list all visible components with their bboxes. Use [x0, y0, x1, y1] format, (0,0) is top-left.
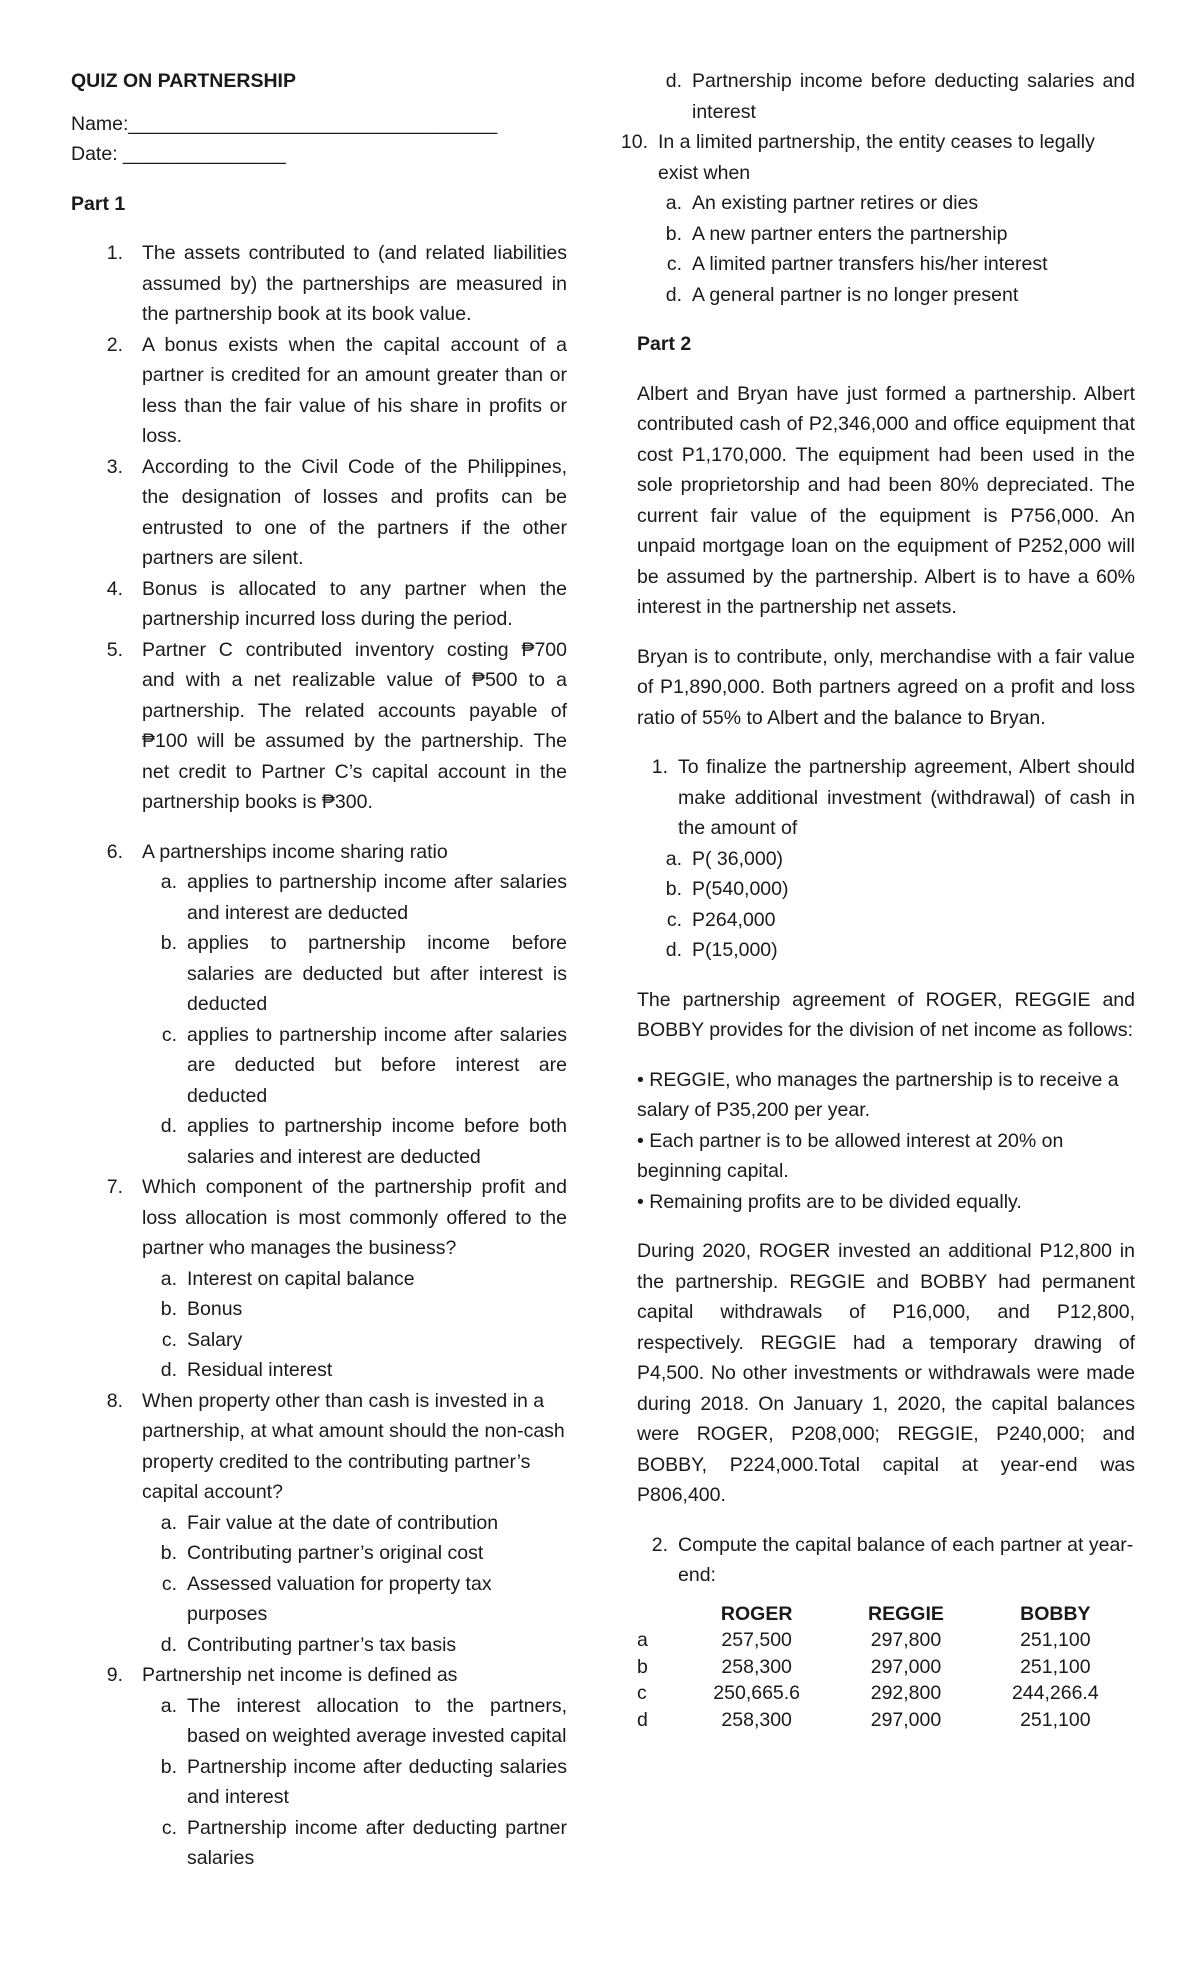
- option-letter: b.: [160, 932, 177, 954]
- option-letter: b.: [160, 1298, 177, 1320]
- option-10a: [637, 188, 1135, 219]
- option-text: Contributing partner’s tax basis: [187, 1633, 457, 1656]
- table-cell: 257,500: [721, 1629, 792, 1651]
- option-6c: [142, 1020, 567, 1112]
- table-cell: 292,800: [870, 1682, 942, 1704]
- option-text: applies to partnership income after salaries and interest are deducted: [187, 871, 567, 924]
- quiz-title: QUIZ ON PARTNERSHIP: [71, 70, 296, 92]
- spacer: [637, 1511, 1135, 1530]
- question-7: [71, 1172, 567, 1264]
- question-number: 6.: [106, 840, 123, 863]
- table-row: [637, 1707, 1135, 1734]
- question-number: 3.: [106, 455, 123, 478]
- question-number: 1.: [106, 242, 123, 264]
- option-text: applies to partnership income after salaries are deducted but before interest are deducted: [187, 1023, 567, 1107]
- option-9a: [142, 1691, 567, 1752]
- p2-option-1c: [637, 905, 1135, 936]
- question-number: 8.: [106, 1389, 123, 1412]
- option-letter: a.: [160, 1267, 177, 1290]
- option-6a: [142, 867, 567, 928]
- option-7a: [142, 1264, 567, 1295]
- option-text: Interest on capital balance: [187, 1267, 415, 1290]
- question-10: [602, 127, 1135, 188]
- question-text: Which component of the partnership profit and loss allocation is most commonly offered to the partner who manages the business?: [142, 1176, 567, 1259]
- question-2: [71, 330, 567, 452]
- question-text: Partner C contributed inventory costing ₱700 and with a net realizable value of ₱500 to a partnership. The related accounts payable of ₱100 will be assumed by the partnership. The net credit to Partner C’s capital account in the partnership books is ₱300.: [142, 638, 567, 813]
- option-text: Assessed valuation for property tax purposes: [187, 1572, 492, 1625]
- capital-balances-paragraph: During 2020, ROGER invested an additional P12,800 in the partnership. REGGIE and BOBBY had permanent capital withdrawals of P16,000, and P12,800, respectively. REGGIE had a temporary drawing of P4,500. No other investments or withdrawals were made during 2018. On January 1, 2020, the capital balances were ROGER, P208,000; REGGIE, P240,000; and BOBBY, P224,000.Total capital at year-end was P806,400.: [637, 1240, 1135, 1506]
- option-text: A limited partner transfers his/her interest: [692, 253, 1048, 275]
- question-text: Bonus is allocated to any partner when the partnership incurred loss during the period.: [142, 577, 567, 630]
- option-letter: d.: [160, 1633, 177, 1656]
- option-7d: [142, 1355, 567, 1386]
- part2-heading: Part 2: [637, 333, 692, 355]
- table-cell: 250,665.6: [713, 1682, 801, 1704]
- spacer: [637, 966, 1135, 985]
- option-text: P(540,000): [692, 878, 789, 900]
- bullet-salary: • REGGIE, who manages the partnership is to receive a salary of P35,200 per year.: [637, 1068, 1119, 1121]
- albert-bryan-paragraph: Albert and Bryan have just formed a partnership. Albert contributed cash of P2,346,000 and office equipment that cost P1,170,000. The equipment had been used in the sole proprietorship and had been 80% depreciated. The current fair value of the equipment is P756,000. An unpaid mortgage loan on the equipment of P252,000 will be assumed by the partnership. Albert is to have a 60% interest in the partnership net assets.: [637, 382, 1135, 618]
- option-letter: a.: [160, 871, 177, 893]
- question-3: [71, 452, 567, 574]
- table-row: [637, 1654, 1135, 1681]
- question-text: The assets contributed to (and related liabilities assumed by) the partnerships are measured in the partnership book at its book value.: [142, 242, 567, 325]
- option-letter: c.: [666, 908, 682, 931]
- question-1: [71, 238, 567, 330]
- option-7c: [142, 1325, 567, 1356]
- part1-questions: [71, 238, 567, 1874]
- row-letter: d: [637, 1708, 648, 1731]
- table-cell: 297,800: [870, 1629, 942, 1651]
- name-field: Name:__________________________________: [71, 112, 498, 135]
- option-text: P(15,000): [692, 939, 778, 961]
- right-column: [620, 66, 1135, 1733]
- spacer: [637, 1217, 1135, 1236]
- option-text: The interest allocation to the partners, based on weighted average invested capital: [187, 1694, 567, 1747]
- partnership-agreement-paragraph: The partnership agreement of ROGER, REGGIE and BOBBY provides for the division of net income as follows:: [637, 988, 1135, 1041]
- row-letter: b: [637, 1655, 648, 1678]
- column-header-roger: ROGER: [720, 1602, 793, 1625]
- option-letter: c.: [161, 1816, 177, 1839]
- table-cell: 297,000: [870, 1655, 942, 1678]
- question-number: 2.: [651, 1533, 668, 1556]
- question-text: A bonus exists when the capital account of a partner is credited for an amount greater than or less than the fair value of his share in profits or loss.: [142, 333, 567, 447]
- option-text: P( 36,000): [692, 847, 784, 870]
- part2-question-1: [637, 752, 1135, 844]
- question-number: 1.: [651, 756, 668, 778]
- option-letter: b.: [665, 222, 682, 245]
- option-letter: d.: [665, 283, 682, 306]
- table-header-row: [637, 1601, 1135, 1628]
- spacer: [637, 1591, 1135, 1601]
- bullet-remaining: • Remaining profits are to be divided equally.: [637, 1190, 1022, 1213]
- option-text: Salary: [187, 1328, 243, 1351]
- bullet-interest: • Each partner is to be allowed interest at 20% on beginning capital.: [637, 1129, 1064, 1182]
- row-letter: c: [637, 1682, 647, 1704]
- option-text: Fair value at the date of contribution: [187, 1511, 499, 1534]
- option-10b: [637, 219, 1135, 250]
- left-column: [71, 66, 567, 1874]
- question-5: [71, 635, 567, 818]
- option-letter: d.: [160, 1359, 177, 1381]
- option-letter: a.: [160, 1694, 177, 1717]
- option-letter: c.: [161, 1023, 177, 1046]
- option-8a: [142, 1508, 567, 1539]
- option-letter: b.: [665, 878, 682, 900]
- capital-balance-table: [637, 1601, 1135, 1734]
- option-8d: [142, 1630, 567, 1661]
- p2-option-1b: [637, 874, 1135, 905]
- option-text: P264,000: [692, 908, 776, 931]
- option-text: Partnership income after deducting salaries and interest: [187, 1755, 567, 1808]
- table-cell: 251,100: [1020, 1655, 1091, 1678]
- option-letter: c.: [161, 1572, 177, 1595]
- option-10d: [637, 280, 1135, 311]
- option-8c: [142, 1569, 567, 1630]
- table-cell: 251,100: [1020, 1708, 1091, 1731]
- option-text: Bonus: [187, 1298, 243, 1320]
- option-text: Partnership income after deducting partner salaries: [187, 1816, 567, 1869]
- question-text: When property other than cash is invested in a partnership, at what amount should the non-cash property credited to the contributing partner’s capital account?: [142, 1389, 565, 1503]
- question-8: [71, 1386, 567, 1508]
- column-header-reggie: REGGIE: [868, 1602, 944, 1625]
- question-number: 9.: [106, 1664, 123, 1686]
- option-9b: [142, 1752, 567, 1813]
- question-6: [71, 837, 567, 868]
- spacer: [71, 818, 567, 837]
- option-letter: a.: [665, 192, 682, 214]
- table-cell: 258,300: [721, 1655, 792, 1678]
- date-field: Date: _______________: [71, 143, 286, 165]
- question-text: Partnership net income is defined as: [142, 1664, 458, 1686]
- option-9c: [142, 1813, 567, 1874]
- table-cell: 258,300: [721, 1708, 792, 1731]
- option-letter: a.: [665, 847, 682, 870]
- question-number: 2.: [106, 333, 123, 356]
- table-row: [637, 1680, 1135, 1707]
- bryan-contribution-paragraph: Bryan is to contribute, only, merchandise with a fair value of P1,890,000. Both partners agreed on a profit and loss ratio of 55% to Albert and the balance to Bryan.: [637, 645, 1135, 729]
- option-text: Partnership income before deducting salaries and interest: [692, 70, 1135, 123]
- option-6d: [142, 1111, 567, 1172]
- question-4: [71, 574, 567, 635]
- question-number: 4.: [106, 577, 123, 600]
- option-text: An existing partner retires or dies: [692, 192, 979, 214]
- table-row: [637, 1627, 1135, 1654]
- option-7b: [142, 1294, 567, 1325]
- option-text: A general partner is no longer present: [692, 283, 1019, 306]
- column-header-bobby: BOBBY: [1020, 1602, 1091, 1625]
- option-text: applies to partnership income before salaries are deducted but after interest is deducted: [187, 932, 567, 1015]
- part2-question-2: [637, 1530, 1135, 1591]
- option-letter: b.: [160, 1755, 177, 1778]
- p2-option-1d: [637, 935, 1135, 966]
- question-number: 7.: [106, 1176, 123, 1198]
- table-cell: 244,266.4: [1011, 1682, 1099, 1704]
- question-text: In a limited partnership, the entity ceases to legally exist when: [658, 131, 1095, 184]
- option-letter: d.: [665, 70, 682, 92]
- question-text: A partnerships income sharing ratio: [142, 840, 448, 863]
- table-cell: 251,100: [1020, 1629, 1091, 1651]
- question-text: To finalize the partnership agreement, Albert should make additional investment (withdrawal) of cash in the amount of: [678, 756, 1135, 839]
- part1-heading: Part 1: [71, 192, 126, 215]
- spacer: [637, 623, 1135, 642]
- option-text: applies to partnership income before both salaries and interest are deducted: [187, 1115, 567, 1168]
- question-number: 5.: [106, 638, 123, 661]
- option-6b: [142, 928, 567, 1020]
- table-corner: [637, 1601, 677, 1628]
- question-text: Compute the capital balance of each partner at year-end:: [678, 1533, 1134, 1586]
- question-number: 10.: [620, 131, 648, 153]
- p2-option-1a: [637, 844, 1135, 875]
- row-letter: a: [637, 1629, 648, 1651]
- spacer: [637, 1046, 1135, 1065]
- option-9d: [637, 66, 1135, 127]
- option-text: A new partner enters the partnership: [692, 222, 1008, 245]
- option-text: Contributing partner’s original cost: [187, 1542, 484, 1564]
- option-letter: b.: [160, 1542, 177, 1564]
- option-8b: [142, 1538, 567, 1569]
- spacer: [637, 733, 1135, 752]
- question-9: [71, 1660, 567, 1691]
- question-text: According to the Civil Code of the Philippines, the designation of losses and profits can be entrusted to one of the partners if the other partners are silent.: [142, 455, 567, 569]
- table-cell: 297,000: [870, 1708, 942, 1731]
- option-letter: d.: [665, 939, 682, 961]
- option-letter: a.: [160, 1511, 177, 1534]
- option-text: Residual interest: [187, 1359, 333, 1381]
- option-letter: c.: [666, 253, 682, 275]
- option-10c: [637, 249, 1135, 280]
- option-letter: c.: [161, 1328, 177, 1351]
- option-letter: d.: [160, 1115, 177, 1137]
